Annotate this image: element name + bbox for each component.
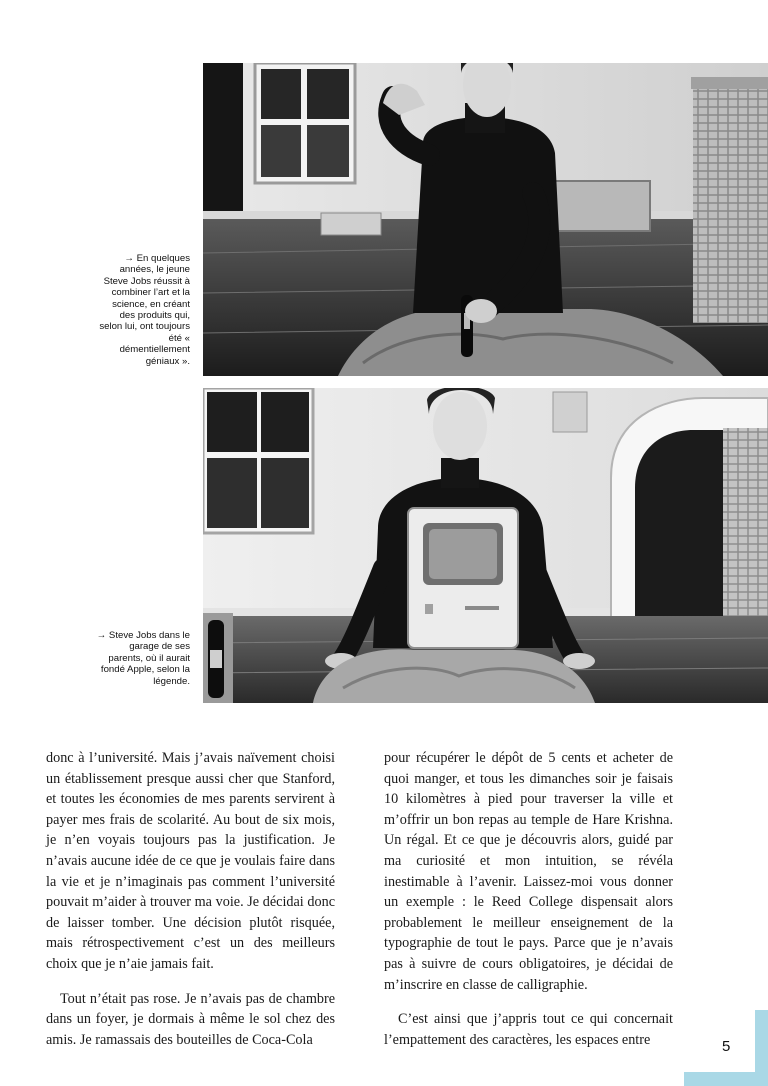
photo-caption: → Steve Jobs dans le garage de ses parents, où il aurait fondé Apple, selon la légende.	[96, 630, 190, 687]
page-edge-tab-base	[684, 1072, 768, 1086]
paragraph: donc à l’université. Mais j’avais naïvement choisi un établissement presque aussi cher que Stanford, et toutes les économies de mes parents servirent à payer mes frais de scolarité. Au bout de six mois, je n’en voyais toujours pas la justification. Je n’avais aucune idée de ce que je voulais faire dans la vie et je n’imaginais pas comment l’université pouvait m’aider à trouver ma voie. Je décidai donc de laisser tomber. Une décision plutôt risquée, mais rétrospectivement c’est un des meilleurs choix que je n’aie jamais fait.	[46, 750, 335, 972]
photo-jobs-macintosh-image	[203, 388, 768, 703]
photo-jobs-macintosh	[203, 388, 768, 703]
body-text-left-column	[46, 748, 335, 1050]
photo-caption: → En quelques années, le jeune Steve Jobs réussit à combiner l’art et la science, en créant des produits qui, selon lui, ont toujours été « démentiellement géniaux ».	[99, 253, 190, 367]
paragraph: C’est ainsi que j’appris tout ce qui concernait l’empattement des caractères, les espaces entre	[384, 1011, 673, 1048]
page-number: 5	[722, 1038, 731, 1055]
body-text-right-column	[384, 748, 673, 1050]
photo-jobs-gesturing-image	[203, 63, 768, 376]
paragraph: pour récupérer le dépôt de 5 cents et acheter de quoi manger, et tous les dimanches soir je faisais 10 kilomètres à pied pour traverser la ville et m’offrir un bon repas au temple de Hare Krishna. Un régal. Et ce que je découvris alors, guidé par ma curiosité et mon intuition, se révéla inestimable à l’avenir. Laissez-moi vous donner un exemple : le Reed College dispensait alors probablement le meilleur enseignement de la typographie de tout le pays. Parce que je n’avais pas à suivre de cours obligatoires, je décidai de m’inscrire en classe de calligraphie.	[384, 750, 673, 993]
photo-jobs-gesturing	[203, 63, 768, 376]
paragraph: Tout n’était pas rose. Je n’avais pas de chambre dans un foyer, je dormais à même le sol chez des amis. Je ramassais des bouteilles de Coca-Cola	[46, 990, 335, 1048]
